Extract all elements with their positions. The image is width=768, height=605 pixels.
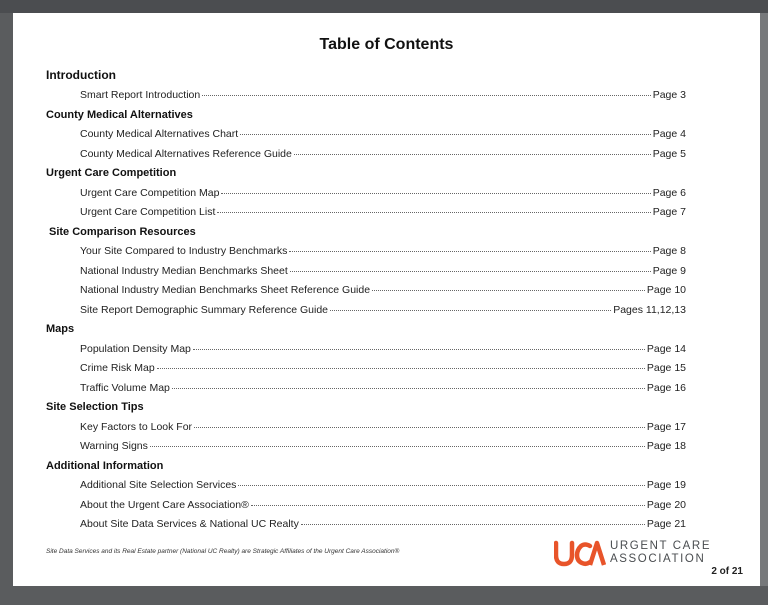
toc-entry-label: Crime Risk Map <box>80 362 155 374</box>
toc-entry-label: County Medical Alternatives Reference Guide <box>80 147 292 160</box>
section-heading: Urgent Care Competition <box>46 167 177 179</box>
toc-entry[interactable] <box>46 262 696 282</box>
dot-leader <box>221 192 650 194</box>
dot-leader <box>217 211 650 213</box>
toc-entry-page: Page 15 <box>646 362 686 374</box>
toc-entry-page: Page 6 <box>652 186 686 199</box>
toc-entry-label: Smart Report Introduction <box>80 89 201 101</box>
toc-entry[interactable] <box>46 379 696 399</box>
toc-entry[interactable] <box>46 476 696 496</box>
toc-entry-page: Page 18 <box>646 440 686 452</box>
dot-leader <box>172 387 645 389</box>
toc-entry-label: Additional Site Selection Services <box>80 479 237 491</box>
page-title: Table of Contents <box>319 36 454 53</box>
uca-logo-icon <box>554 539 606 567</box>
dot-leader <box>372 289 645 291</box>
toc-entry-label: Traffic Volume Map <box>80 381 170 394</box>
dot-leader <box>194 426 645 428</box>
section-heading: Introduction <box>46 68 116 82</box>
section-heading: Site Selection Tips <box>46 401 144 413</box>
dot-leader <box>289 250 650 252</box>
toc-entry[interactable] <box>46 184 696 204</box>
toc-entry[interactable] <box>46 281 696 301</box>
document-page <box>13 13 760 586</box>
toc-entry[interactable] <box>46 203 696 223</box>
logo-wordmark <box>610 540 711 565</box>
section-heading: County Medical Alternatives <box>46 108 193 121</box>
toc-entry-page: Page 17 <box>646 420 686 433</box>
toc-entry-page: Page 14 <box>646 342 686 355</box>
toc-entry[interactable] <box>46 242 696 262</box>
toc-entry-label: Warning Signs <box>80 440 148 452</box>
logo-line2: ASSOCIATION <box>610 552 706 565</box>
dot-leader <box>330 309 611 311</box>
section-heading: Site Comparison Resources <box>49 225 196 238</box>
dot-leader <box>301 523 645 525</box>
toc-entry-page: Page 9 <box>652 264 686 277</box>
logo-line1: URGENT CARE <box>610 540 712 552</box>
toc-entry-label: National Industry Median Benchmarks Sheet Reference Guide <box>80 284 371 296</box>
dot-leader <box>193 348 645 350</box>
toc-entry-page: Page 3 <box>652 89 686 101</box>
toc-entry[interactable] <box>46 437 696 457</box>
toc-entry[interactable] <box>46 301 696 321</box>
toc-entry-label: Population Density Map <box>80 342 191 355</box>
section-heading: Maps <box>46 323 75 335</box>
dot-leader <box>202 94 650 96</box>
toc-entry-page: Page 7 <box>652 206 686 218</box>
toc-entry-page: Page 10 <box>646 284 686 296</box>
dot-leader <box>238 484 644 486</box>
toc-entry[interactable] <box>46 125 696 145</box>
section-heading: Additional Information <box>46 459 164 472</box>
toc-entry-page: Page 19 <box>646 479 686 491</box>
toc-entry[interactable] <box>46 496 696 516</box>
toc-entry[interactable] <box>46 145 696 165</box>
toc-entry-page: Page 8 <box>652 245 686 257</box>
footer-note: Site Data Services and its Real Estate partner (National UC Realty) are Strategic Affiliates of the Urgent Care Association® <box>46 548 400 555</box>
toc-entry-page: Page 5 <box>652 147 686 160</box>
scrollbar[interactable] <box>760 13 768 586</box>
dot-leader <box>240 133 651 135</box>
viewer-toolbar-strip <box>0 0 768 13</box>
toc-entry-label: Your Site Compared to Industry Benchmarks <box>80 245 288 257</box>
toc-entry[interactable] <box>46 418 696 438</box>
toc-entry[interactable] <box>46 359 696 379</box>
toc-entry-label: County Medical Alternatives Chart <box>80 128 239 140</box>
toc-entry-label: Urgent Care Competition List <box>80 206 216 218</box>
toc-entry[interactable] <box>46 340 696 360</box>
toc-entry[interactable] <box>46 86 696 106</box>
toc-entry-page: Page 21 <box>646 518 686 530</box>
toc-entry[interactable] <box>46 515 696 535</box>
toc-entry-label: Key Factors to Look For <box>80 420 193 433</box>
toc-entry-label: About Site Data Services & National UC Realty <box>80 518 299 530</box>
dot-leader <box>150 445 645 447</box>
dot-leader <box>294 153 651 155</box>
toc-entry-page: Page 16 <box>646 381 686 394</box>
table-of-contents <box>46 65 696 535</box>
toc-entry-page: Pages 11,12,13 <box>613 303 686 316</box>
toc-entry-label: About the Urgent Care Association® <box>80 498 249 511</box>
toc-entry-label: National Industry Median Benchmarks Sheet <box>80 264 288 277</box>
dot-leader <box>251 504 645 506</box>
page-indicator: 2 of 21 <box>711 566 743 577</box>
toc-entry-label: Site Report Demographic Summary Reference Guide <box>80 303 329 316</box>
dot-leader <box>290 270 651 272</box>
toc-entry-page: Page 4 <box>652 128 686 140</box>
toc-entry-label: Urgent Care Competition Map <box>80 186 220 199</box>
dot-leader <box>157 367 645 369</box>
toc-entry-page: Page 20 <box>646 498 686 511</box>
